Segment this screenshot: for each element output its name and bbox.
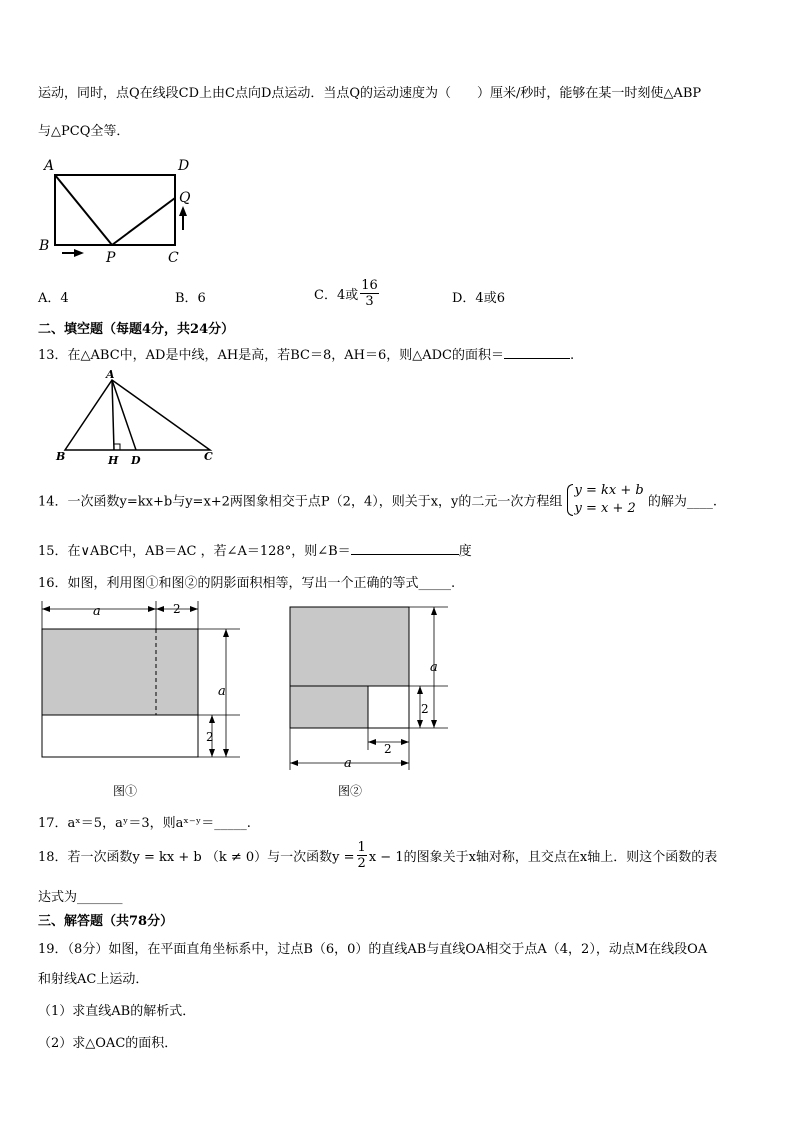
q14-equation-1: y = kx + b: [574, 483, 644, 498]
q16-fig2-label-2-bottom: 2: [384, 742, 392, 756]
q16-figure-2: [280, 595, 460, 805]
q12-label-Q: Q: [179, 190, 191, 206]
q12-label-D: D: [178, 158, 190, 174]
q19-sub2: （2）求△OAC的面积．: [38, 1036, 178, 1051]
q18-fraction: [357, 840, 367, 871]
q13-label-B: B: [56, 450, 66, 463]
q16-fig2-caption: 图②: [338, 784, 363, 798]
q14-equation-2: y = x + 2: [574, 501, 636, 516]
section2-title: 二、填空题（每题4分，共24分）: [38, 322, 235, 337]
q12-label-P: P: [106, 250, 116, 266]
q15-text: [38, 540, 472, 559]
q14-text-post: 的解为____.: [647, 494, 718, 510]
q13-label-D: D: [131, 454, 141, 467]
q18-text-post: x − 1的图象关于x轴对称，且交点在x轴上．则这个函数的表: [368, 850, 718, 865]
fraction-numerator: 1: [357, 840, 366, 855]
q15-answer-blank: [351, 540, 459, 555]
q16-fig2-label-a-bottom: a: [344, 756, 352, 771]
q16-text: 16．如图，利用图①和图②的阴影面积相等，写出一个正确的等式_____.: [38, 576, 456, 591]
q14-text: [38, 482, 717, 518]
q13-text-post: .: [569, 348, 575, 363]
q13-text-pre: 13．在△ABC中，AD是中线，AH是高，若BC＝8，AH＝6，则△ADC的面积＝: [38, 348, 504, 363]
q12-text-line1: 运动，同时，点Q在线段CD上由C点向D点运动．当点Q的运动速度为（ ）厘米/秒时，能够在某一时刻使△ABP: [38, 86, 702, 101]
q19-sub1: （1）求直线AB的解析式．: [38, 1004, 196, 1019]
q13-label-H: H: [108, 454, 119, 467]
fraction-denominator: 3: [365, 294, 374, 309]
fraction-numerator: 16: [361, 278, 378, 293]
q18-text-line2: 达式为_______: [38, 890, 123, 905]
q18-text: [38, 840, 717, 871]
q12-text-line2: 与△PCQ全等．: [38, 124, 130, 139]
q15-text-pre: 15．在∨ABC中，AB＝AC ，若∠A＝128°，则∠B＝: [38, 544, 351, 559]
q16-fig1-label-2-top: 2: [173, 602, 181, 616]
q16-fig2-label-2-side: 2: [421, 702, 429, 716]
section3-title: 三、解答题（共78分）: [38, 914, 174, 929]
q12-option-d: D．4或6: [452, 291, 505, 306]
q16-fig1-label-a-side: a: [218, 684, 226, 699]
q17-text: 17．aˣ＝5，aʸ＝3，则aˣ⁻ʸ＝_____.: [38, 816, 251, 831]
q18-text-pre: 18．若一次函数y = kx + b （k ≠ 0）与一次函数y =: [38, 850, 355, 865]
q12-label-C: C: [168, 250, 179, 266]
q13-label-A: A: [106, 368, 115, 381]
q19-text-line1: 19．（8分）如图，在平面直角坐标系中，过点B（6，0）的直线AB与直线OA相交于点A（4，2），动点M在线段OA: [38, 942, 708, 957]
q13-text: [38, 344, 574, 363]
q13-label-C: C: [204, 450, 213, 463]
q15-text-post: 度: [458, 544, 472, 559]
q16-figure-1: [30, 595, 260, 805]
q12-option-c-fraction: [360, 278, 379, 309]
q14-text-pre: 14．一次函数y=kx+b与y=x+2两图象相交于点P（2，4），则关于x，y的二元一次方程组: [38, 494, 563, 510]
fraction-denominator: 2: [357, 856, 366, 871]
q12-option-b: B．6: [175, 291, 206, 306]
q16-fig2-label-a-side: a: [430, 660, 438, 675]
q16-fig1-label-a-top: a: [93, 604, 101, 619]
q16-fig1-caption: 图①: [113, 784, 138, 798]
q12-option-a: A．4: [38, 291, 69, 306]
q19-text-line2: 和射线AC上运动．: [38, 972, 149, 987]
q12-label-A: A: [44, 158, 55, 174]
q12-rectangle-figure: [30, 150, 210, 270]
q16-fig1-label-2-side: 2: [206, 730, 214, 744]
q14-equation-system: [567, 482, 644, 518]
q12-option-c: [314, 278, 381, 309]
q12-option-c-text: C．4或: [314, 288, 359, 303]
q12-label-B: B: [39, 238, 50, 254]
q13-triangle-figure: [50, 368, 230, 468]
q13-answer-blank: [504, 344, 570, 359]
